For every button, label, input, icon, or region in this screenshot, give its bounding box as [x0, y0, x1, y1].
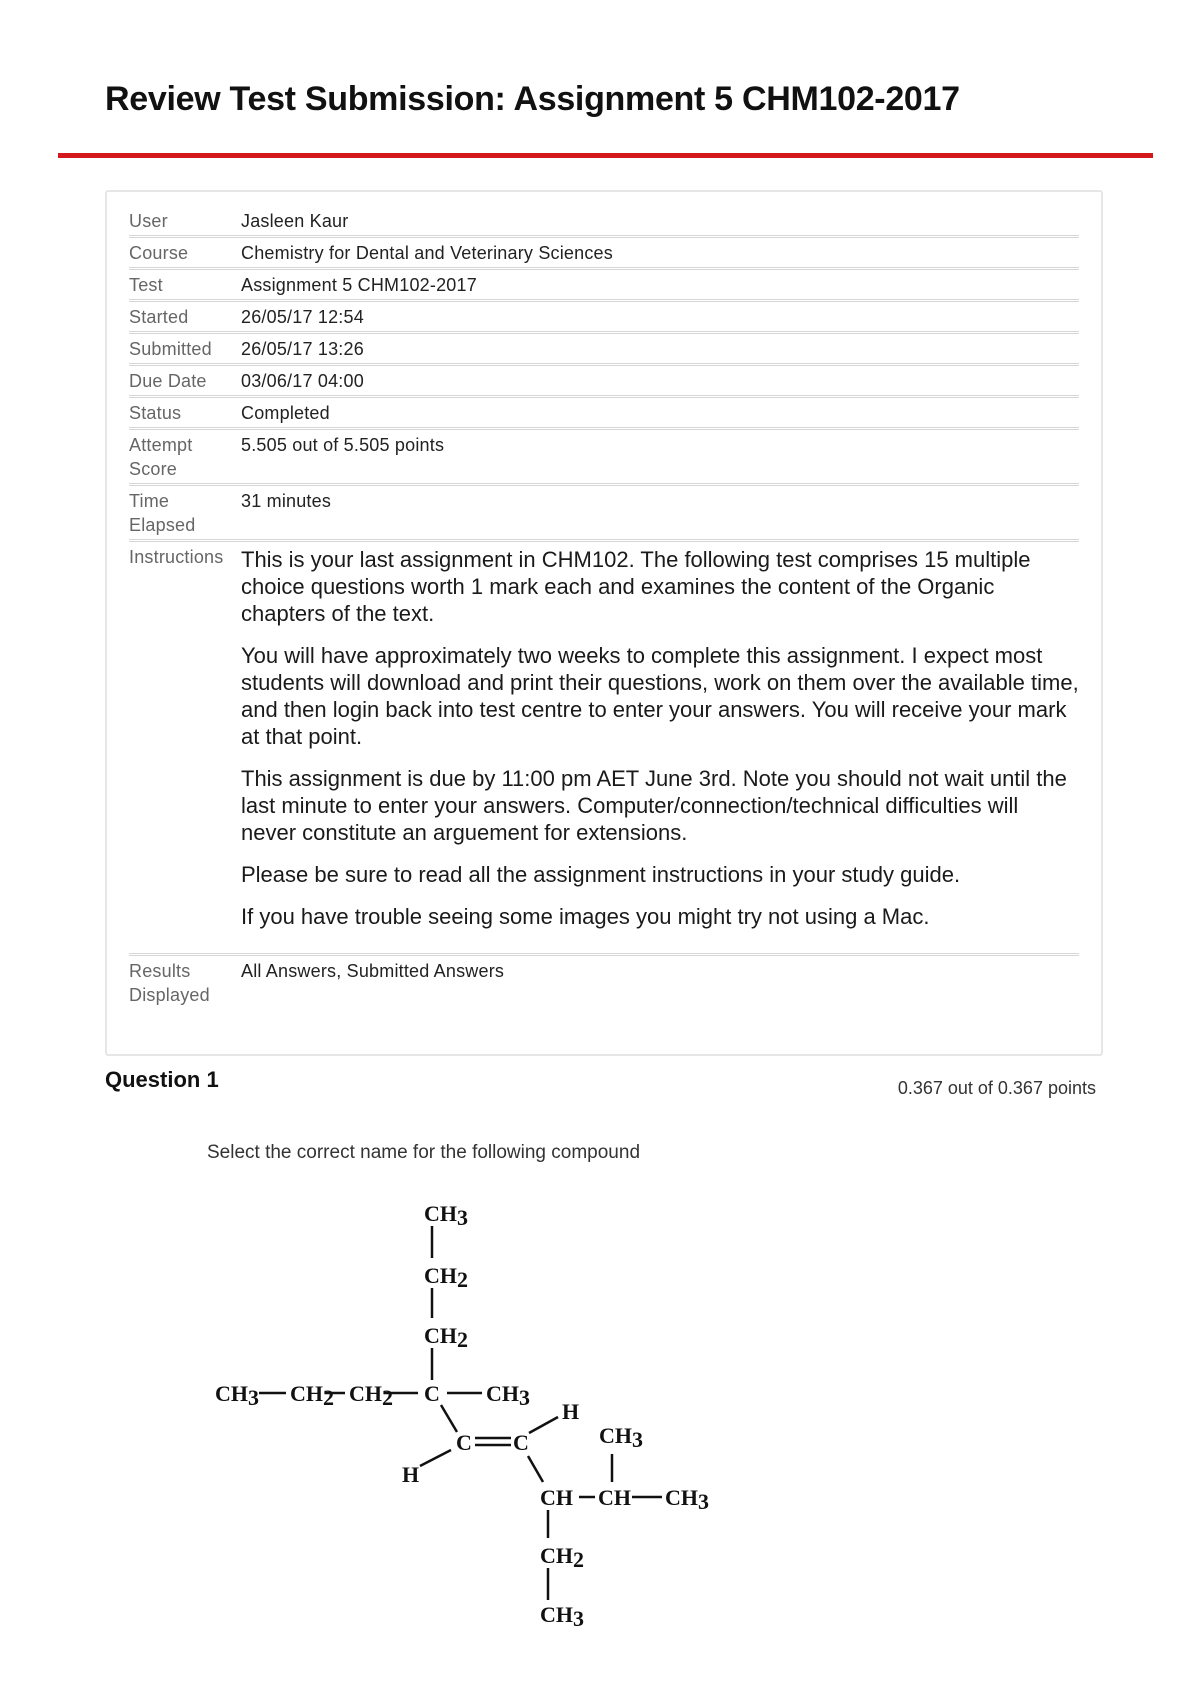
atom-label: C	[424, 1381, 440, 1406]
atom-label: CH	[598, 1485, 631, 1510]
question-points: 0.367 out of 0.367 points	[897, 1078, 1096, 1098]
instructions-paragraph: This assignment is due by 11:00 pm AET June 3rd. Note you should not wait until the last minute to enter your answers. Computer/connection/technical difficulties will never constitute an arguement for extensions.	[241, 766, 1067, 845]
atom-label: C	[513, 1430, 529, 1455]
detail-label: Attempt Score	[129, 429, 241, 485]
detail-label: Course	[129, 237, 241, 269]
question-title: Question 1	[105, 1067, 219, 1092]
instructions-paragraph: You will have approximately two weeks to complete this assignment. I expect most students will download and print their questions, work on them over the available time, and then login back into test centre to enter your answers. You will receive your mark at that point.	[241, 643, 1079, 749]
atom-label: CH3	[540, 1602, 584, 1631]
instructions-paragraph: Please be sure to read all the assignment instructions in your study guide.	[241, 862, 961, 887]
detail-value-status: Completed	[241, 397, 1079, 429]
detail-value-results-displayed: All Answers, Submitted Answers	[241, 961, 505, 981]
page-title: Review Test Submission: Assignment 5 CHM102-2017	[105, 80, 960, 118]
bond-line	[441, 1405, 457, 1432]
atom-label: CH2	[424, 1263, 468, 1292]
detail-value-course: Chemistry for Dental and Veterinary Sciences	[241, 237, 1079, 269]
detail-label: Results Displayed	[129, 961, 210, 1005]
detail-value-due-date: 03/06/17 04:00	[241, 365, 1079, 397]
atom-label: CH3	[486, 1381, 530, 1410]
atom-label: CH3	[424, 1201, 468, 1230]
detail-value-test: Assignment 5 CHM102-2017	[241, 269, 1079, 301]
atom-label: CH2	[424, 1323, 468, 1352]
instructions-paragraph: This is your last assignment in CHM102. The following test comprises 15 multiple choice questions worth 1 mark each and examines the content of the Organic chapters of the text.	[241, 547, 1031, 626]
atom-label: CH3	[665, 1485, 709, 1514]
atom-label: CH3	[599, 1423, 643, 1452]
instructions-paragraph: If you have trouble seeing some images you might try not using a Mac.	[241, 904, 930, 929]
atom-label: CH3	[215, 1381, 259, 1410]
bond-line	[529, 1417, 558, 1433]
bond-line	[420, 1450, 451, 1466]
detail-value-user: Jasleen Kaur	[241, 206, 1079, 237]
detail-label: Started	[129, 301, 241, 333]
atom-label: H	[562, 1399, 580, 1424]
detail-value-started: 26/05/17 12:54	[241, 301, 1079, 333]
detail-label: Due Date	[129, 365, 241, 397]
detail-value-attempt-score: 5.505 out of 5.505 points	[241, 429, 1079, 485]
detail-label: Submitted	[129, 333, 241, 365]
atom-label: CH2	[290, 1381, 334, 1410]
detail-label: Time Elapsed	[129, 485, 241, 541]
atom-label: H	[402, 1462, 420, 1487]
detail-value-submitted: 26/05/17 13:26	[241, 333, 1079, 365]
atom-label: CH2	[349, 1381, 393, 1410]
atom-label: C	[456, 1430, 472, 1455]
atom-label: CH2	[540, 1543, 584, 1572]
bond-line	[528, 1456, 543, 1482]
atom-label: CH	[540, 1485, 573, 1510]
detail-value-time-elapsed: 31 minutes	[241, 485, 1079, 541]
detail-label: User	[129, 206, 241, 237]
detail-label: Instructions	[129, 541, 241, 955]
question-prompt: Select the correct name for the following compound	[207, 1142, 641, 1163]
detail-label: Test	[129, 269, 241, 301]
detail-label: Status	[129, 397, 241, 429]
